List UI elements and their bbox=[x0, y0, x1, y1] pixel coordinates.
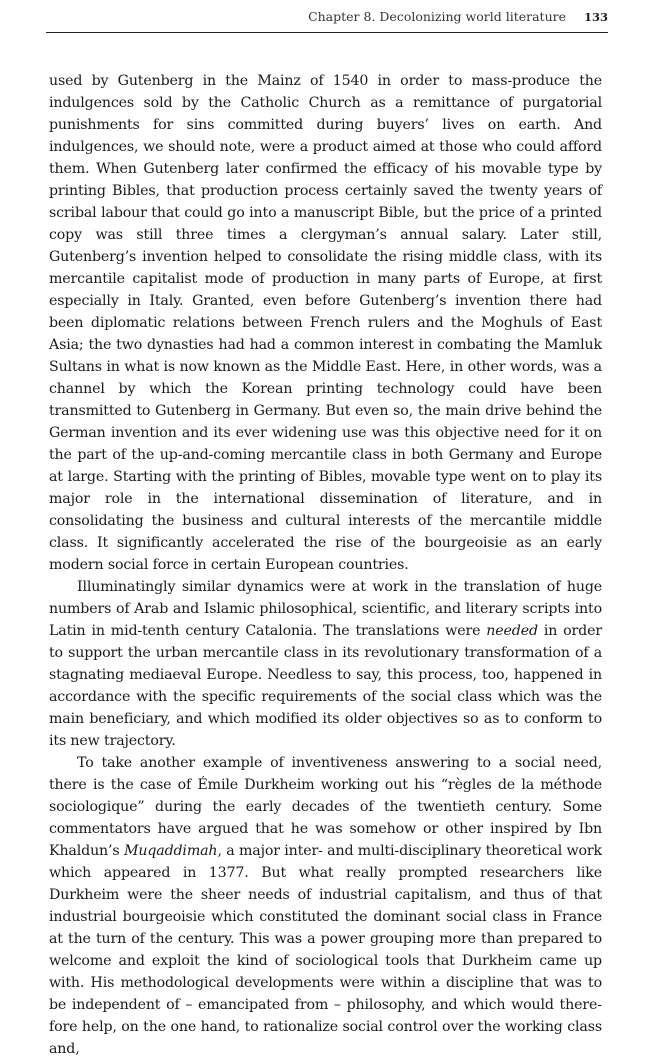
paragraph bbox=[49, 752, 602, 1060]
paragraph bbox=[49, 576, 602, 752]
text-run: To take another example of inventiveness answering to a social need, there is the case of Émile Durkheim working out his “règles de la méthode sociologique” during the early decades of the twentieth century. Some commentators have argued that he was somehow or other inspired by Ibn Khaldun’s bbox=[49, 755, 602, 859]
italic-run: needed bbox=[486, 623, 538, 639]
page-body bbox=[49, 70, 602, 1060]
paragraph bbox=[49, 70, 602, 576]
italic-run: Muqaddimah bbox=[123, 843, 218, 859]
page-number: 133 bbox=[583, 10, 608, 24]
text-run: , a major inter- and multi-disciplinary theoretical work which appeared in 1377. But what really prompted researchers like Durkheim were the sheer needs of industrial capitalism, and thus of that industrial bourgeoisie which constituted the dominant social class in France at the turn of the century. This was a power grouping more than prepared to welcome and exploit the kind of sociological tools that Durkheim came up with. His methodological developments were within a discipline that was to be independent of – emancipated from – philosophy, and which would therefore help, on the one hand, to rationalize social control over the working class and, bbox=[49, 843, 603, 1057]
text-run: Illuminatingly similar dynamics were at work in the translation of huge numbers of Arab and Islamic philosophical, scientific, and literary scripts into Latin in mid-tenth century Catalonia. The translations were bbox=[49, 579, 602, 639]
running-head bbox=[46, 8, 608, 33]
text-run: used by Gutenberg in the Mainz of 1540 in order to mass-produce the indulgences sold by the Catholic Church as a remittance of purgatorial punishments for sins committed during buyers’ lives on earth. And indulgences, we should note, were a product aimed at those who could afford them. When Gutenberg later confirmed the efficacy of his movable type by printing Bibles, that production process certainly saved the twenty years of scribal labour that could go into a manuscript Bible, but the price of a printed copy was still three times a clergyman’s annual salary. Later still, Gutenberg’s invention helped to consolidate the rising middle class, with its mercantile capitalist mode of production in many parts of Europe, at first especially in Italy. Granted, even before Gutenberg’s invention there had been diplomatic relations between French rulers and the Moghuls of East Asia; the two dynasties had had a common interest in combating the Mamluk Sultans in what is now known as the Middle East. Here, in other words, was a channel by which the Korean printing technology could have been transmitted to Gutenberg in Germany. But even so, the main drive behind the German invention and its ever widening use was this objective need for it on the part of the up-and-coming mercantile class in both Germany and Europe at large. Starting with the printing of Bibles, movable type went on to play its major role in the international dissemination of literature, and in consolidating the business and cultural interests of the mercantile middle class. It significantly accelerated the rise of the bourgeoisie as an early modern social force in certain European countries. bbox=[49, 73, 602, 573]
chapter-title: Chapter 8. Decolonizing world literature bbox=[308, 9, 566, 24]
text-run: in order to support the urban mercantile class in its revolutionary transformation of a stagnating mediaeval Europe. Needless to say, this process, too, happened in accordance with the specific requirements of the social class which was the main beneficiary, and which modified its older objectives so as to conform to its new trajectory. bbox=[49, 623, 602, 749]
